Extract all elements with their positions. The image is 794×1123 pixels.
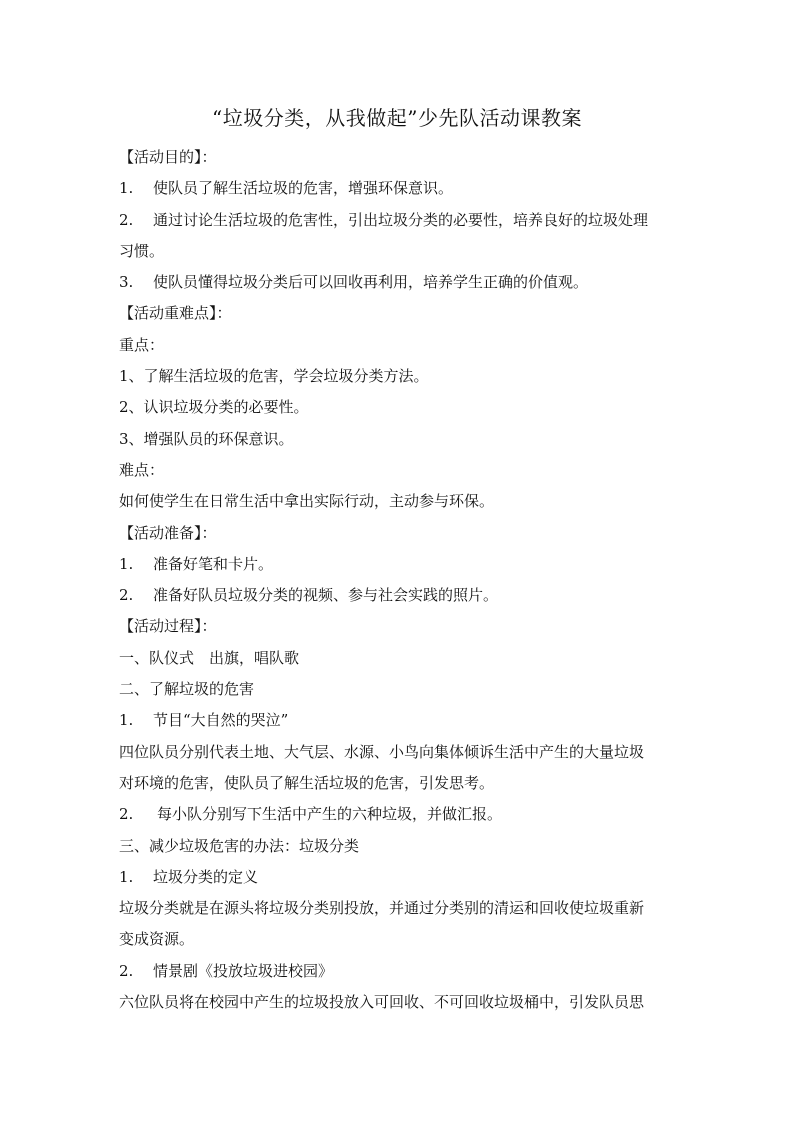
numbered-item (119, 956, 675, 987)
numbered-item (119, 580, 675, 611)
numbered-item (119, 705, 675, 736)
section-heading: 【活动准备】： (119, 523, 217, 542)
numbered-item (119, 862, 675, 893)
paragraph-line: 重点： (119, 335, 165, 354)
paragraph-line: 一、队仪式 出旗，唱队歌 (119, 648, 300, 667)
item-number: 2. (119, 210, 134, 229)
numbered-item (119, 205, 675, 236)
item-text: 准备好队员垃圾分类的视频、参与社会实践的照片。 (153, 586, 499, 605)
numbered-item (119, 173, 675, 204)
numbered-item (119, 799, 675, 830)
paragraph-line: 四位队员分别代表土地、大气层、水源、小鸟向集体倾诉生活中产生的大量垃圾 (119, 742, 645, 761)
paragraph-line: 难点： (119, 460, 165, 479)
item-text: 情景剧《投放垃圾进校园》 (153, 961, 334, 980)
paragraph-line: 如何使学生在日常生活中拿出实际行动，主动参与环保。 (119, 492, 495, 511)
paragraph-line: 习惯。 (119, 241, 165, 260)
item-text: 使队员懂得垃圾分类后可以回收再利用，培养学生正确的价值观。 (153, 273, 589, 292)
item-text: 准备好笔和卡片。 (153, 554, 274, 573)
paragraph-line: 2、认识垃圾分类的必要性。 (119, 398, 309, 417)
item-number: 2. (119, 805, 134, 824)
item-text: 每小队分别写下生活中产生的六种垃圾，并做汇报。 (157, 805, 503, 824)
item-text: 垃圾分类的定义 (153, 867, 259, 886)
section-heading: 【活动目的】： (119, 148, 217, 166)
item-number: 2. (119, 586, 134, 605)
paragraph-line: 3、增强队员的环保意识。 (119, 429, 294, 448)
item-number: 1. (119, 554, 134, 573)
paragraph-line: 对环境的危害，使队员了解生活垃圾的危害，引发思考。 (119, 773, 495, 792)
item-text: 使队员了解生活垃圾的危害，增强环保意识。 (153, 179, 454, 198)
item-number: 1. (119, 711, 134, 730)
item-text: 节目“大自然的哭泣” (153, 711, 289, 730)
item-number: 2. (119, 961, 134, 980)
paragraph-line: 二、了解垃圾的危害 (119, 680, 255, 699)
item-text: 通过讨论生活垃圾的危害性，引出垃圾分类的必要性，培养良好的垃圾处理 (153, 210, 649, 229)
numbered-item (119, 549, 675, 580)
item-number: 1. (119, 179, 134, 198)
item-number: 3. (119, 273, 134, 292)
paragraph-line: 三、减少垃圾危害的办法：垃圾分类 (119, 836, 360, 855)
paragraph-line: 变成资源。 (119, 930, 195, 949)
document-body (119, 142, 675, 1018)
section-heading: 【活动过程】： (119, 617, 217, 636)
paragraph-line: 1、了解生活垃圾的危害，学会垃圾分类方法。 (119, 367, 429, 386)
item-number: 1. (119, 867, 134, 886)
paragraph-line: 垃圾分类就是在源头将垃圾分类别投放，并通过分类别的清运和回收使垃圾重新 (119, 899, 645, 918)
section-heading: 【活动重难点】： (119, 304, 232, 323)
document-title: “垃圾分类，从我做起”少先队活动课教案 (212, 106, 582, 130)
paragraph-line: 六位队员将在校园中产生的垃圾投放入可回收、不可回收垃圾桶中，引发队员思 (119, 993, 645, 1012)
numbered-item (119, 267, 675, 298)
